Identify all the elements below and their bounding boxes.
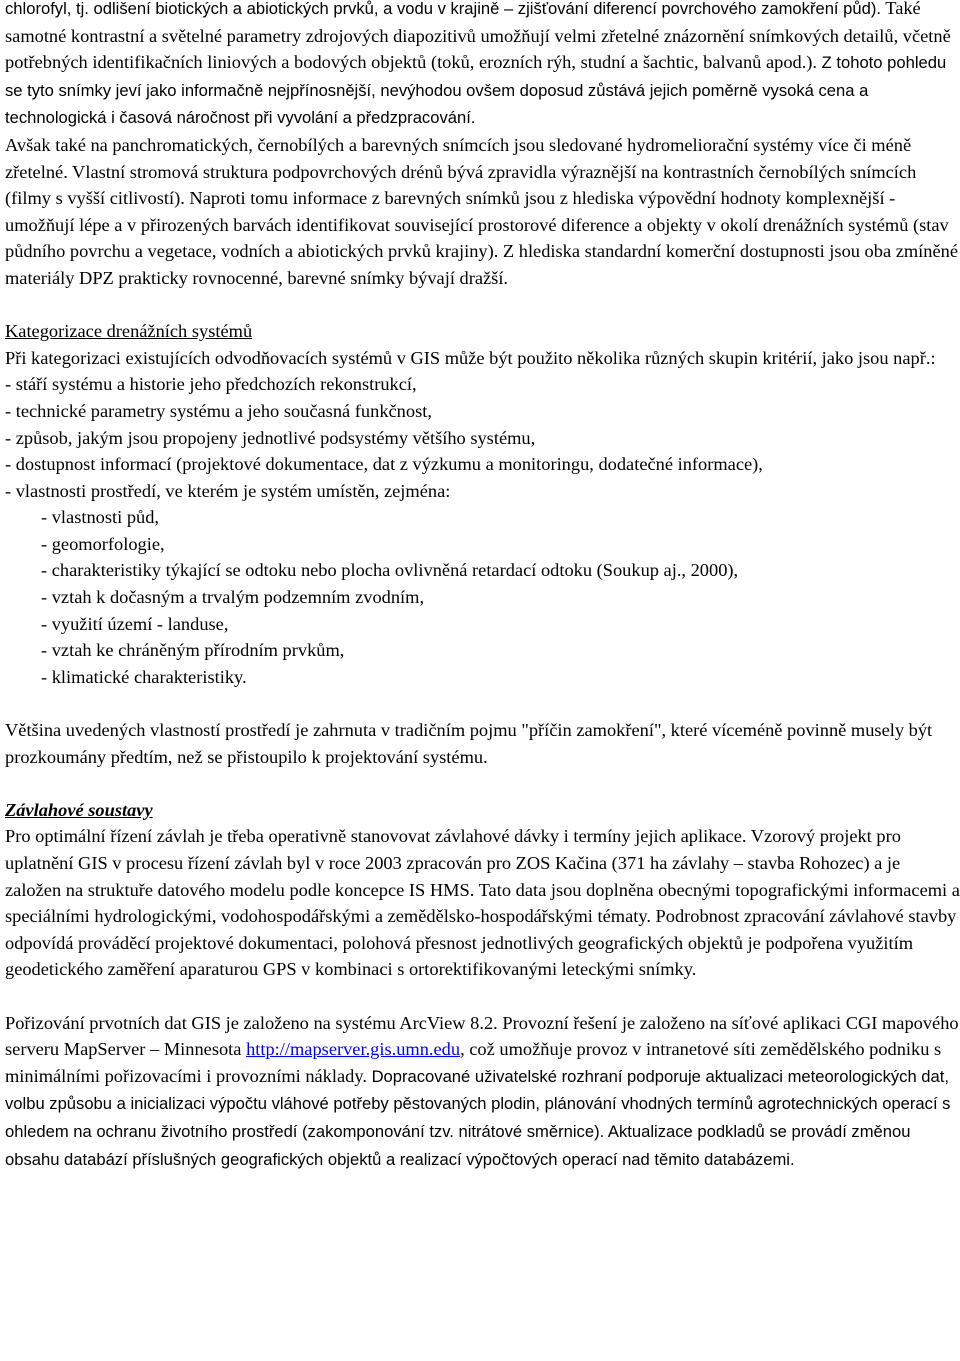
criteria-list [5, 371, 960, 504]
heading-kategorizace: Kategorizace drenážních systémů [5, 321, 253, 342]
intro-serif-text-e: Naproti tomu informace z barevných snímků jsou z hlediska výpovědní hodnoty komplexnější - umožňují lépe a v přirozených barvách identifikovat související prostorové diference a objekty v okolí drenážních systémů (stav půdního povrchu a vegetace, vodních a abiotických prvků krajiny). Z hlediska standardní komerční dostupnosti jsou oba zmíněné materiály DPZ prakticky rovnocenné, barevné snímky bývají dražší. [5, 188, 958, 288]
list-item: - vlastnosti prostředí, ve kterém je systém umístěn, zejména: [5, 480, 451, 501]
list-item: - stáří systému a historie jeho předchozích rekonstrukcí, [5, 374, 417, 395]
heading-zavlahove: Závlahové soustavy [5, 799, 153, 820]
gis-serif-text: Pořizování prvotních dat GIS je založeno na systému ArcView 8.2. Provozní řešení je založeno na síťové aplikaci CGI mapového serveru MapServer – Minnesota [5, 1012, 959, 1060]
sub-list-item: - geomorfologie, [41, 533, 165, 554]
paragraph-gap [5, 690, 960, 717]
gis-sans-text: Dopracované uživatelské rozhraní podporuje aktualizaci meteorologických dat, volbu způsobu a inicializaci výpočtu vláhové potřeby pěstovaných plodin, plánování vhodných termínů agrotechnických operací s ohledem na ochranu životního prostředí (zakomponování tzv. nitrátové směrnice). Aktualizace podkladů se provádí změnou obsahu databází příslušných geografických objektů a realizací výpočtových operací nad těmito databázemi. [5, 1066, 951, 1169]
sub-list-item: - vlastnosti půd, [41, 507, 160, 528]
sub-list-item: - klimatické charakteristiky. [41, 666, 247, 687]
intro-paragraph-2 [5, 132, 960, 292]
document-page [5, 0, 960, 1173]
intro-serif-text-d: Vlastní stromová struktura podpovrchových drénů bývá zpravidla výraznější na kontrastních černobílých snímcích (filmy s vyšší citlivostí). [5, 161, 917, 209]
intro-serif-text-c: Avšak také na panchromatických, černobílých a barevných snímcích jsou sledované hydromeliorační systémy více či méně zřetelné. [5, 134, 912, 182]
kategorizace-closing: Většina uvedených vlastností prostředí je zahrnuta v tradičním pojmu "příčin zamokření", které víceméně povinně musely být prozkoumány předtím, než se přistoupilo k projektování systému. [5, 720, 933, 767]
paragraph-gap [5, 983, 960, 1010]
kategorizace-intro: Při kategorizaci existujících odvodňovacích systémů v GIS může být použito několika různých skupin kritérií, jako jsou např.: [5, 347, 936, 368]
list-item: - technické parametry systému a jeho současná funkčnost, [5, 400, 432, 421]
sub-list-item: - vztah k dočasným a trvalým podzemním zvodním, [41, 587, 425, 608]
zavlahove-paragraph: Pro optimální řízení závlah je třeba operativně stanovovat závlahové dávky i termíny jejich aplikace. Vzorový projekt pro uplatnění GIS v procesu řízení závlah byl v roce 2003 zpracován pro ZOS Kačina (371 ha závlahy – stavba Rohozec) a je založen na struktuře datového modelu podle koncepce IS HMS. Tato data jsou doplněna obecnými topografickými informacemi a speciálními hydrologickými, vodohospodářskými a zemědělsko-hospodářskými tématy. Podrobnost zpracování závlahové stavby odpovídá prováděcí projektové dokumentaci, polohová přesnost jednotlivých geografických objektů je podpořena využitím geodetického zaměření aparaturou GPS v kombinaci s ortorektifikovanými leteckými snímky. [5, 826, 960, 980]
intro-sans-text-a: chlorofyl, tj. odlišení biotických a abiotických prvků, a vodu v krajině – zjišťování diferencí povrchového zamokření půd). [5, 0, 881, 18]
intro-sans-text-b: Z tohoto pohledu se tyto snímky jeví jako informačně nejpřínosnější, nevýhodou ovšem doposud zůstává jejich poměrně vysoká cena a technologická i časová náročnost při vyvolání a předzpracování. [5, 53, 947, 128]
paragraph-gap [5, 292, 960, 319]
sub-list-item: - charakteristiky týkající se odtoku nebo plocha ovlivněná retardací odtoku (Soukup aj., 2000), [41, 560, 739, 581]
mapserver-link[interactable]: http://mapserver.gis.umn.edu [246, 1039, 461, 1060]
intro-paragraph-1 [5, 0, 960, 132]
paragraph-gap [5, 770, 960, 797]
list-item: - dostupnost informací (projektové dokumentace, dat z výzkumu a monitoringu, dodatečné informace), [5, 454, 763, 475]
gis-serif-after-link: , což umožňuje provoz v intranetové síti zemědělského podniku s minimálními pořizovacími i provozními náklady. [5, 1039, 942, 1086]
list-item: - způsob, jakým jsou propojeny jednotlivé podsystémy většího systému, [5, 427, 536, 448]
sub-list-item: - využití území - landuse, [41, 613, 229, 634]
gis-paragraph [5, 1010, 960, 1174]
sub-list-item: - vztah ke chráněným přírodním prvkům, [41, 640, 345, 661]
environment-sublist [5, 504, 960, 690]
intro-serif-text-a: Také samotné kontrastní a světelné parametry zdrojových diapozitivů umožňují velmi zřetelné znázornění snímkových detailů, včetně potřebných identifikačních liniových a bodových objektů (toků, erozních rýh, studní a šachtic, balvanů apod.). [5, 0, 951, 73]
